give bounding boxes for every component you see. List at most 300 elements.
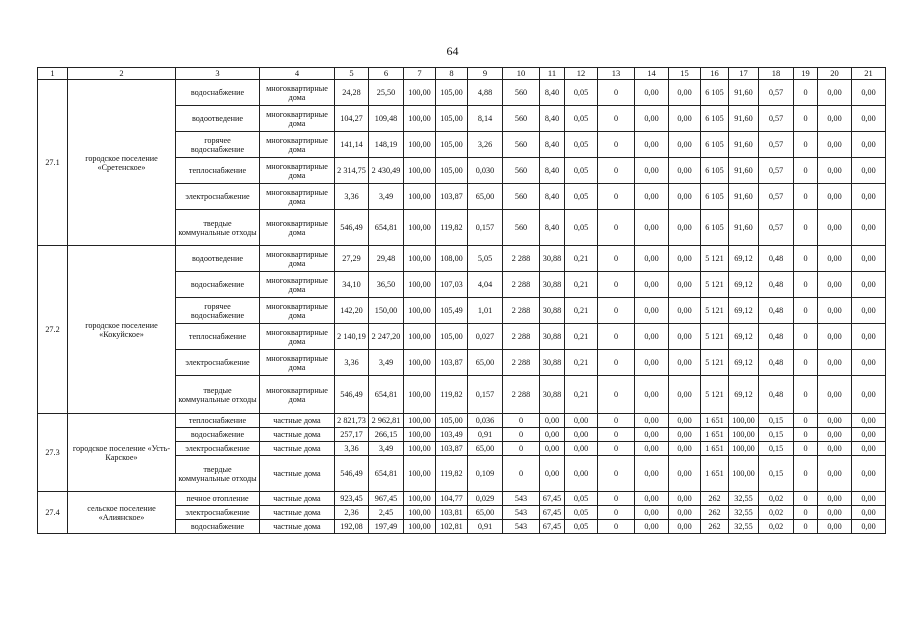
table-cell: 36,50	[369, 272, 404, 298]
table-cell: 8,40	[540, 210, 565, 246]
table-cell: 0,00	[540, 442, 565, 456]
service-name: водоснабжение	[176, 272, 260, 298]
table-cell: 0,00	[852, 272, 886, 298]
table-cell: 0,15	[759, 456, 794, 492]
service-name: теплоснабжение	[176, 414, 260, 428]
table-cell: 100,00	[404, 492, 436, 506]
table-cell: 0	[598, 456, 635, 492]
table-cell: 105,00	[436, 324, 468, 350]
table-cell: 100,00	[404, 376, 436, 414]
table-cell: 0,57	[759, 80, 794, 106]
table-cell: 0,02	[759, 506, 794, 520]
table-cell: 0,00	[818, 158, 852, 184]
table-cell: 0,00	[635, 506, 669, 520]
column-header: 8	[436, 68, 468, 80]
table-cell: 262	[701, 492, 729, 506]
table-cell: 0,00	[852, 520, 886, 534]
settlement-name: сельское поселение «Алиянское»	[68, 492, 176, 534]
service-name: твердые коммунальные отходы	[176, 210, 260, 246]
housing-type: частные дома	[260, 506, 335, 520]
service-name: горячее водоснабжение	[176, 132, 260, 158]
table-cell: 0	[794, 492, 818, 506]
table-cell: 25,50	[369, 80, 404, 106]
table-cell: 0,00	[540, 456, 565, 492]
housing-type: многоквартирные дома	[260, 324, 335, 350]
table-cell: 67,45	[540, 492, 565, 506]
table-cell: 0,157	[468, 210, 503, 246]
table-cell: 100,00	[404, 246, 436, 272]
table-cell: 142,20	[335, 298, 369, 324]
table-cell: 0,05	[565, 184, 598, 210]
table-cell: 0,00	[669, 132, 701, 158]
table-cell: 0,57	[759, 106, 794, 132]
table-row	[38, 414, 886, 428]
table-cell: 0,00	[669, 506, 701, 520]
table-cell: 6 105	[701, 210, 729, 246]
column-header: 20	[818, 68, 852, 80]
table-cell: 4,88	[468, 80, 503, 106]
table-cell: 0,57	[759, 210, 794, 246]
table-cell: 29,48	[369, 246, 404, 272]
table-cell: 103,49	[436, 428, 468, 442]
table-cell: 34,10	[335, 272, 369, 298]
table-cell: 102,81	[436, 520, 468, 534]
table-cell: 2 247,20	[369, 324, 404, 350]
table-cell: 104,77	[436, 492, 468, 506]
settlement-name: городское поселение «Усть-Карское»	[68, 414, 176, 492]
table-cell: 0,21	[565, 376, 598, 414]
table-cell: 0,00	[818, 246, 852, 272]
service-name: водоснабжение	[176, 428, 260, 442]
table-cell: 105,00	[436, 158, 468, 184]
table-cell: 0,48	[759, 246, 794, 272]
table-cell: 65,00	[468, 506, 503, 520]
table-cell: 100,00	[404, 80, 436, 106]
table-cell: 0	[794, 132, 818, 158]
column-header: 19	[794, 68, 818, 80]
housing-type: многоквартирные дома	[260, 376, 335, 414]
table-cell: 923,45	[335, 492, 369, 506]
table-cell: 0	[794, 158, 818, 184]
table-cell: 0,00	[635, 158, 669, 184]
table-cell: 0,00	[852, 414, 886, 428]
table-cell: 0,00	[852, 350, 886, 376]
table-cell: 2,36	[335, 506, 369, 520]
table-cell: 0	[598, 414, 635, 428]
table-cell: 0,00	[852, 132, 886, 158]
table-cell: 3,49	[369, 350, 404, 376]
table-cell: 0,00	[818, 456, 852, 492]
table-cell: 0	[598, 272, 635, 298]
table-cell: 0,00	[635, 456, 669, 492]
table-cell: 108,00	[436, 246, 468, 272]
table-cell: 0,05	[565, 520, 598, 534]
table-cell: 8,40	[540, 80, 565, 106]
table-cell: 0,21	[565, 298, 598, 324]
table-cell: 0,00	[669, 298, 701, 324]
table-cell: 67,45	[540, 506, 565, 520]
table-cell: 5 121	[701, 298, 729, 324]
housing-type: частные дома	[260, 428, 335, 442]
table-cell: 0,00	[818, 298, 852, 324]
table-cell: 0,00	[818, 350, 852, 376]
table-cell: 0	[503, 414, 540, 428]
table-cell: 192,08	[335, 520, 369, 534]
column-header: 17	[729, 68, 759, 80]
table-cell: 0,00	[852, 158, 886, 184]
table-cell: 119,82	[436, 376, 468, 414]
table-cell: 2 288	[503, 246, 540, 272]
table-cell: 2 430,49	[369, 158, 404, 184]
table-cell: 100,00	[404, 428, 436, 442]
table-cell: 119,82	[436, 456, 468, 492]
table-cell: 0,21	[565, 246, 598, 272]
table-cell: 0,00	[635, 414, 669, 428]
service-name: электроснабжение	[176, 442, 260, 456]
table-cell: 0,157	[468, 376, 503, 414]
table-cell: 0,57	[759, 158, 794, 184]
table-cell: 262	[701, 520, 729, 534]
service-name: водоотведение	[176, 106, 260, 132]
table-cell: 0,21	[565, 272, 598, 298]
table-cell: 0	[794, 456, 818, 492]
table-cell: 6 105	[701, 80, 729, 106]
table-row	[38, 492, 886, 506]
table-cell: 119,82	[436, 210, 468, 246]
table-cell: 0,00	[852, 442, 886, 456]
table-cell: 0,00	[818, 184, 852, 210]
table-row	[38, 246, 886, 272]
table-cell: 0,00	[852, 492, 886, 506]
table-cell: 0,00	[669, 184, 701, 210]
table-cell: 100,00	[404, 210, 436, 246]
table-cell: 0,00	[852, 376, 886, 414]
table-cell: 0	[794, 80, 818, 106]
table-cell: 100,00	[729, 442, 759, 456]
table-cell: 100,00	[404, 106, 436, 132]
table-cell: 2 288	[503, 324, 540, 350]
column-header: 11	[540, 68, 565, 80]
table-cell: 5 121	[701, 246, 729, 272]
table-cell: 103,81	[436, 506, 468, 520]
table-cell: 543	[503, 492, 540, 506]
table-cell: 967,45	[369, 492, 404, 506]
table-cell: 100,00	[729, 428, 759, 442]
table-cell: 30,88	[540, 376, 565, 414]
table-cell: 2 288	[503, 272, 540, 298]
service-name: электроснабжение	[176, 184, 260, 210]
housing-type: частные дома	[260, 442, 335, 456]
column-header: 14	[635, 68, 669, 80]
table-cell: 91,60	[729, 210, 759, 246]
table-cell: 8,14	[468, 106, 503, 132]
table-cell: 0,00	[565, 442, 598, 456]
table-cell: 0,00	[565, 456, 598, 492]
column-header: 3	[176, 68, 260, 80]
table-cell: 105,49	[436, 298, 468, 324]
table-cell: 543	[503, 506, 540, 520]
table-cell: 257,17	[335, 428, 369, 442]
table-cell: 0,91	[468, 428, 503, 442]
table-cell: 91,60	[729, 184, 759, 210]
tariff-table	[37, 67, 886, 534]
table-cell: 546,49	[335, 210, 369, 246]
table-cell: 30,88	[540, 246, 565, 272]
column-header: 9	[468, 68, 503, 80]
table-cell: 100,00	[404, 272, 436, 298]
table-cell: 0,00	[818, 80, 852, 106]
table-cell: 3,36	[335, 442, 369, 456]
table-cell: 0,030	[468, 158, 503, 184]
table-cell: 560	[503, 210, 540, 246]
table-cell: 0,00	[635, 184, 669, 210]
table-cell: 197,49	[369, 520, 404, 534]
table-cell: 100,00	[404, 158, 436, 184]
table-cell: 0,21	[565, 350, 598, 376]
table-cell: 0	[794, 184, 818, 210]
housing-type: многоквартирные дома	[260, 298, 335, 324]
table-cell: 105,00	[436, 414, 468, 428]
table-cell: 0,00	[635, 132, 669, 158]
table-cell: 0,00	[669, 324, 701, 350]
table-cell: 0,00	[669, 272, 701, 298]
table-cell: 0,036	[468, 414, 503, 428]
table-cell: 65,00	[468, 184, 503, 210]
header-row	[38, 68, 886, 80]
table-cell: 0,00	[669, 80, 701, 106]
service-name: водоснабжение	[176, 80, 260, 106]
table-cell: 0	[598, 520, 635, 534]
table-cell: 0	[598, 106, 635, 132]
table-cell: 0,109	[468, 456, 503, 492]
table-cell: 0,05	[565, 210, 598, 246]
table-cell: 560	[503, 132, 540, 158]
table-cell: 0	[794, 506, 818, 520]
table-cell: 0,21	[565, 324, 598, 350]
table-cell: 91,60	[729, 80, 759, 106]
table-cell: 0,05	[565, 132, 598, 158]
table-cell: 0,57	[759, 184, 794, 210]
table-cell: 2,45	[369, 506, 404, 520]
table-cell: 1 651	[701, 442, 729, 456]
table-cell: 0	[598, 428, 635, 442]
table-cell: 654,81	[369, 210, 404, 246]
table-cell: 0,029	[468, 492, 503, 506]
table-cell: 0	[598, 376, 635, 414]
table-cell: 0,00	[669, 442, 701, 456]
table-cell: 546,49	[335, 456, 369, 492]
table-cell: 2 962,81	[369, 414, 404, 428]
table-cell: 0,00	[818, 376, 852, 414]
table-cell: 100,00	[404, 184, 436, 210]
table-cell: 100,00	[729, 414, 759, 428]
service-name: теплоснабжение	[176, 324, 260, 350]
table-cell: 0	[598, 246, 635, 272]
housing-type: частные дома	[260, 414, 335, 428]
service-name: электроснабжение	[176, 506, 260, 520]
table-cell: 100,00	[404, 132, 436, 158]
table-cell: 2 314,75	[335, 158, 369, 184]
table-cell: 6 105	[701, 106, 729, 132]
table-cell: 0,00	[540, 428, 565, 442]
row-number: 27.4	[38, 492, 68, 534]
table-cell: 105,00	[436, 80, 468, 106]
table-cell: 0,00	[635, 442, 669, 456]
table-cell: 0,00	[635, 324, 669, 350]
settlement-name: городское поселение «Кокуйское»	[68, 246, 176, 414]
table-cell: 654,81	[369, 456, 404, 492]
table-cell: 107,03	[436, 272, 468, 298]
table-cell: 5,05	[468, 246, 503, 272]
table-cell: 0,15	[759, 428, 794, 442]
table-cell: 0	[598, 158, 635, 184]
table-cell: 4,04	[468, 272, 503, 298]
table-cell: 100,00	[404, 350, 436, 376]
housing-type: многоквартирные дома	[260, 272, 335, 298]
housing-type: многоквартирные дома	[260, 184, 335, 210]
table-cell: 0	[503, 456, 540, 492]
table-cell: 0,00	[635, 246, 669, 272]
table-cell: 0	[794, 298, 818, 324]
table-cell: 0,00	[540, 414, 565, 428]
table-cell: 0	[794, 246, 818, 272]
table-cell: 30,88	[540, 298, 565, 324]
table-cell: 266,15	[369, 428, 404, 442]
table-cell: 3,49	[369, 442, 404, 456]
table-cell: 8,40	[540, 184, 565, 210]
table-cell: 0	[598, 132, 635, 158]
housing-type: частные дома	[260, 492, 335, 506]
column-header: 15	[669, 68, 701, 80]
table-cell: 0,05	[565, 506, 598, 520]
table-cell: 32,55	[729, 492, 759, 506]
table-cell: 0	[794, 324, 818, 350]
housing-type: многоквартирные дома	[260, 80, 335, 106]
column-header: 16	[701, 68, 729, 80]
column-header: 1	[38, 68, 68, 80]
table-cell: 0,00	[669, 246, 701, 272]
table-cell: 0,00	[852, 80, 886, 106]
table-cell: 91,60	[729, 106, 759, 132]
table-cell: 103,87	[436, 184, 468, 210]
table-cell: 0,00	[818, 414, 852, 428]
table-cell: 0	[794, 520, 818, 534]
column-header: 18	[759, 68, 794, 80]
table-cell: 0,00	[818, 106, 852, 132]
table-cell: 0,00	[818, 324, 852, 350]
table-cell: 0,48	[759, 376, 794, 414]
housing-type: многоквартирные дома	[260, 158, 335, 184]
page-number: 64	[446, 44, 459, 58]
table-cell: 109,48	[369, 106, 404, 132]
table-cell: 0,00	[635, 80, 669, 106]
table-cell: 0,00	[565, 414, 598, 428]
table-cell: 103,87	[436, 442, 468, 456]
table-cell: 0,57	[759, 132, 794, 158]
table-cell: 0,00	[669, 350, 701, 376]
housing-type: частные дома	[260, 520, 335, 534]
table-cell: 104,27	[335, 106, 369, 132]
table-cell: 0,00	[818, 506, 852, 520]
table-cell: 0,00	[818, 442, 852, 456]
table-cell: 0	[794, 350, 818, 376]
table-cell: 0,91	[468, 520, 503, 534]
table-cell: 0,027	[468, 324, 503, 350]
table-cell: 0,00	[635, 492, 669, 506]
table-cell: 0,00	[669, 158, 701, 184]
table-cell: 69,12	[729, 350, 759, 376]
table-cell: 2 821,73	[335, 414, 369, 428]
table-cell: 32,55	[729, 520, 759, 534]
table-cell: 0,00	[635, 272, 669, 298]
table-cell: 30,88	[540, 324, 565, 350]
table-cell: 0,00	[635, 350, 669, 376]
table-cell: 0,00	[852, 298, 886, 324]
table-cell: 0,00	[852, 456, 886, 492]
table-cell: 0,00	[635, 210, 669, 246]
row-number: 27.3	[38, 414, 68, 492]
table-cell: 32,55	[729, 506, 759, 520]
table-cell: 0	[598, 350, 635, 376]
table-cell: 0	[598, 184, 635, 210]
table-cell: 0	[598, 442, 635, 456]
table-cell: 560	[503, 106, 540, 132]
table-cell: 0,02	[759, 520, 794, 534]
table-cell: 0,48	[759, 272, 794, 298]
table-cell: 67,45	[540, 520, 565, 534]
table-cell: 100,00	[729, 456, 759, 492]
table-cell: 0,00	[818, 132, 852, 158]
table-cell: 654,81	[369, 376, 404, 414]
table-cell: 0	[503, 428, 540, 442]
table-cell: 27,29	[335, 246, 369, 272]
table-cell: 2 288	[503, 350, 540, 376]
table-cell: 0,00	[635, 520, 669, 534]
table-row	[38, 80, 886, 106]
service-name: электроснабжение	[176, 350, 260, 376]
table-cell: 69,12	[729, 324, 759, 350]
table-cell: 2 288	[503, 376, 540, 414]
table-cell: 69,12	[729, 246, 759, 272]
table-cell: 65,00	[468, 350, 503, 376]
table-cell: 1 651	[701, 414, 729, 428]
table-cell: 30,88	[540, 350, 565, 376]
table-cell: 100,00	[404, 298, 436, 324]
table-cell: 0,00	[669, 428, 701, 442]
table-cell: 0,00	[669, 210, 701, 246]
table-cell: 560	[503, 80, 540, 106]
table-cell: 0	[794, 428, 818, 442]
table-cell: 0,00	[635, 376, 669, 414]
table-cell: 0,48	[759, 324, 794, 350]
table-cell: 0,00	[818, 492, 852, 506]
table-cell: 0	[794, 414, 818, 428]
table-cell: 105,00	[436, 132, 468, 158]
table-cell: 0	[794, 272, 818, 298]
table-cell: 141,14	[335, 132, 369, 158]
table-cell: 105,00	[436, 106, 468, 132]
table-cell: 6 105	[701, 132, 729, 158]
table-cell: 0	[598, 298, 635, 324]
table-cell: 100,00	[404, 520, 436, 534]
table-cell: 6 105	[701, 158, 729, 184]
service-name: твердые коммунальные отходы	[176, 456, 260, 492]
table-cell: 103,87	[436, 350, 468, 376]
table-cell: 24,28	[335, 80, 369, 106]
table-cell: 0,15	[759, 442, 794, 456]
table-cell: 0,15	[759, 414, 794, 428]
service-name: горячее водоснабжение	[176, 298, 260, 324]
